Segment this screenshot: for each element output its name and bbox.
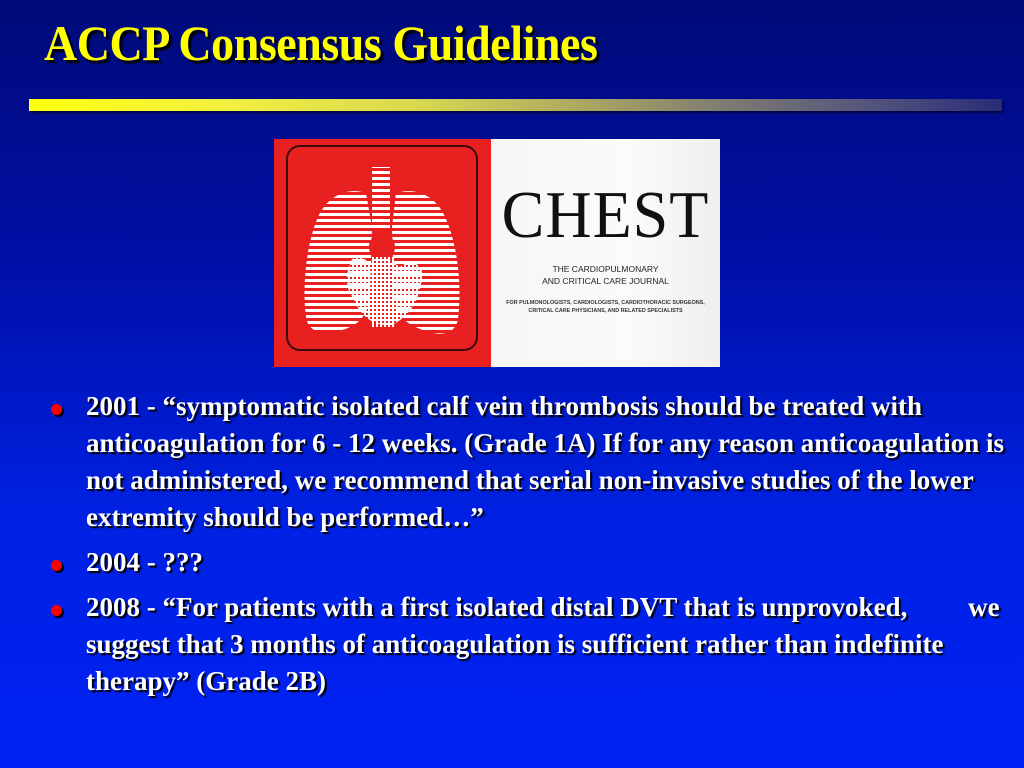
guideline-bullet-list: [0, 388, 1024, 708]
logo-emblem-panel: [274, 139, 491, 367]
bullet-dot-icon: [51, 404, 62, 415]
bullet-item-2001: [0, 388, 1024, 536]
lungs-heart-icon: [286, 145, 478, 351]
journal-subtitle-line2: AND CRITICAL CARE JOURNAL: [542, 276, 669, 286]
bullet-text: 2004 - ???: [86, 547, 203, 577]
logo-text-panel: [491, 139, 720, 367]
slide-title: ACCP Consensus Guidelines: [44, 15, 598, 71]
journal-audience: [491, 299, 720, 315]
journal-audience-line2: CRITICAL CARE PHYSICIANS, AND RELATED SPECIALISTS: [528, 308, 683, 314]
journal-subtitle-line1: THE CARDIOPULMONARY: [552, 264, 659, 274]
journal-audience-line1: FOR PULMONOLOGISTS, CARDIOLOGISTS, CARDIOTHORACIC SURGEONS,: [506, 300, 705, 306]
bullet-dot-icon: [51, 560, 62, 571]
bullet-text: 2008 - “For patients with a first isolated distal DVT that is unprovoked, we suggest that 3 months of anticoagulation is sufficient rather than indefinite therapy” (Grade 2B): [86, 592, 1007, 696]
journal-name: CHEST: [501, 177, 710, 252]
bullet-dot-icon: [51, 605, 62, 616]
bullet-item-2008: [0, 589, 1024, 700]
journal-subtitle: [491, 263, 720, 287]
title-divider: [29, 99, 1002, 111]
chest-journal-logo: [274, 139, 720, 367]
bullet-item-2004: [0, 544, 1024, 581]
bullet-text: 2001 - “symptomatic isolated calf vein thrombosis should be treated with anticoagulation for 6 - 12 weeks. (Grade 1A) If for any reason anticoagulation is not administered, we recommend that serial non-invasive studies of the lower extremity should be performed…”: [86, 391, 1011, 532]
